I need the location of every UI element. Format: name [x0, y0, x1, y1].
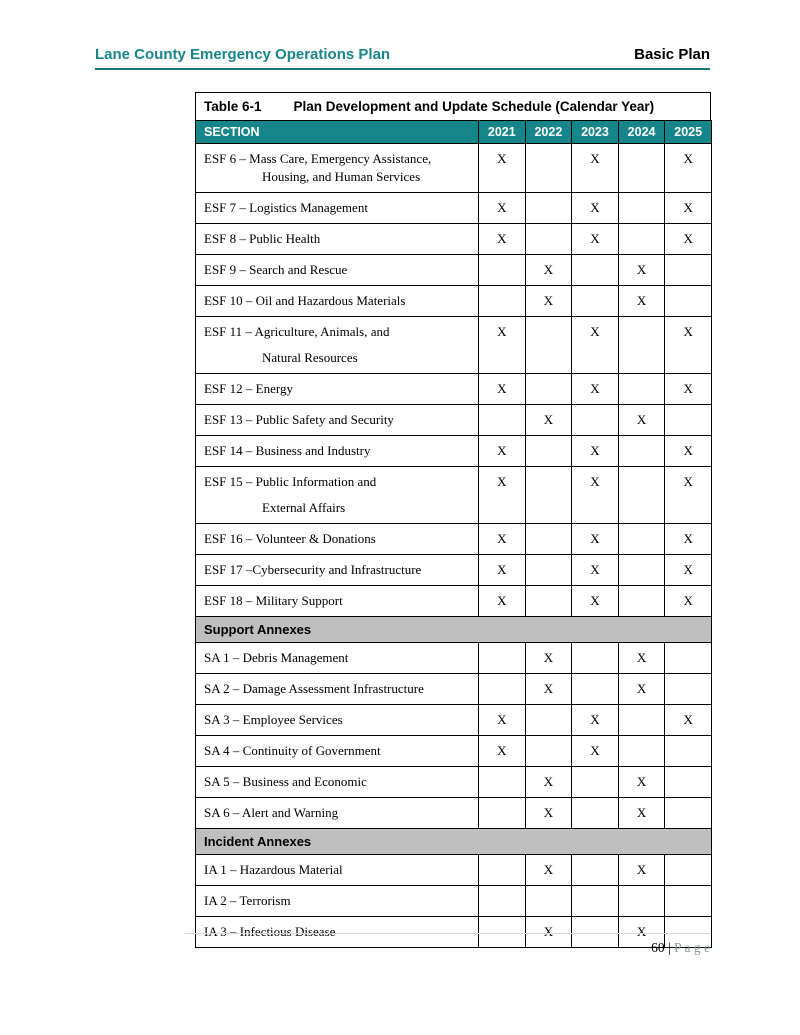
year-mark-cell: [525, 524, 572, 555]
year-mark-cell: [525, 555, 572, 586]
year-mark-cell: [572, 674, 619, 705]
year-mark-cell: X: [665, 224, 712, 255]
column-header-year: 2021: [479, 121, 526, 144]
table-caption: [195, 92, 711, 120]
row-label-cell: [196, 736, 479, 767]
table-row: [196, 144, 712, 193]
row-label-cell: [196, 674, 479, 705]
schedule-table-container: [195, 92, 711, 948]
row-label-cell: [196, 255, 479, 286]
row-label-cell: [196, 705, 479, 736]
year-mark-cell: X: [572, 736, 619, 767]
row-label-cell: [196, 643, 479, 674]
column-header-year: 2023: [572, 121, 619, 144]
year-mark-cell: X: [572, 436, 619, 467]
row-label-cell: [196, 436, 479, 467]
row-label-line: ESF 13 – Public Safety and Security: [204, 412, 394, 427]
row-label-cell: [196, 317, 479, 374]
table-body: [196, 144, 712, 948]
year-mark-cell: [665, 405, 712, 436]
year-mark-cell: X: [479, 224, 526, 255]
row-label-cell: [196, 855, 479, 886]
row-label-line: ESF 17 –Cybersecurity and Infrastructure: [204, 562, 422, 577]
year-mark-cell: [525, 736, 572, 767]
year-mark-cell: [618, 193, 665, 224]
year-mark-cell: [618, 555, 665, 586]
table-row: [196, 255, 712, 286]
row-label-line: ESF 14 – Business and Industry: [204, 443, 371, 458]
row-label-line: ESF 7 – Logistics Management: [204, 200, 368, 215]
table-row: [196, 643, 712, 674]
year-mark-cell: X: [525, 798, 572, 829]
row-label-line: ESF 18 – Military Support: [204, 593, 343, 608]
row-label-cell: [196, 555, 479, 586]
year-mark-cell: X: [479, 144, 526, 193]
row-label-cell: [196, 405, 479, 436]
table-row: [196, 193, 712, 224]
section-header-row: [196, 617, 712, 643]
year-mark-cell: [572, 886, 619, 917]
section-header-label: Support Annexes: [196, 617, 712, 643]
section-header-label: Incident Annexes: [196, 829, 712, 855]
year-mark-cell: [618, 436, 665, 467]
table-caption-label: Table 6-1: [204, 99, 262, 114]
year-mark-cell: X: [618, 286, 665, 317]
year-mark-cell: [618, 886, 665, 917]
year-mark-cell: [618, 144, 665, 193]
year-mark-cell: X: [479, 317, 526, 374]
year-mark-cell: X: [572, 317, 619, 374]
row-label-cell: [196, 224, 479, 255]
row-label-line: ESF 16 – Volunteer & Donations: [204, 531, 376, 546]
year-mark-cell: X: [618, 798, 665, 829]
year-mark-cell: [525, 705, 572, 736]
year-mark-cell: X: [525, 917, 572, 948]
year-mark-cell: X: [618, 405, 665, 436]
row-label-cell: [196, 286, 479, 317]
year-mark-cell: [479, 286, 526, 317]
year-mark-cell: [618, 224, 665, 255]
row-label-cell: [196, 917, 479, 948]
table-header-row: [196, 121, 712, 144]
row-label-cell: [196, 586, 479, 617]
year-mark-cell: X: [665, 374, 712, 405]
table-row: [196, 736, 712, 767]
year-mark-cell: X: [572, 193, 619, 224]
row-label-line-indented: External Affairs: [262, 500, 346, 515]
year-mark-cell: X: [572, 705, 619, 736]
table-row: [196, 917, 712, 948]
row-label-cell: [196, 886, 479, 917]
year-mark-cell: [525, 193, 572, 224]
year-mark-cell: [479, 674, 526, 705]
year-mark-cell: X: [572, 524, 619, 555]
plan-section-title: Basic Plan: [634, 46, 710, 63]
year-mark-cell: [479, 886, 526, 917]
row-label-line: SA 3 – Employee Services: [204, 712, 343, 727]
section-header-row: [196, 829, 712, 855]
year-mark-cell: X: [572, 467, 619, 524]
year-mark-cell: X: [572, 555, 619, 586]
year-mark-cell: [665, 255, 712, 286]
year-mark-cell: X: [665, 524, 712, 555]
year-mark-cell: X: [618, 643, 665, 674]
year-mark-cell: [618, 317, 665, 374]
year-mark-cell: X: [572, 224, 619, 255]
year-mark-cell: [572, 767, 619, 798]
page-number-word: P a g e: [674, 940, 710, 955]
year-mark-cell: [618, 736, 665, 767]
year-mark-cell: [525, 224, 572, 255]
table-row: [196, 586, 712, 617]
year-mark-cell: [665, 798, 712, 829]
table-row: [196, 374, 712, 405]
year-mark-cell: X: [479, 374, 526, 405]
row-label-line: ESF 10 – Oil and Hazardous Materials: [204, 293, 406, 308]
year-mark-cell: [572, 798, 619, 829]
row-label-line: IA 1 – Hazardous Material: [204, 862, 343, 877]
year-mark-cell: [665, 855, 712, 886]
year-mark-cell: [479, 405, 526, 436]
column-header-section: SECTION: [196, 121, 479, 144]
year-mark-cell: X: [572, 586, 619, 617]
year-mark-cell: X: [479, 555, 526, 586]
year-mark-cell: X: [525, 286, 572, 317]
row-label-line: SA 5 – Business and Economic: [204, 774, 367, 789]
row-label-line: ESF 15 – Public Information and: [204, 474, 377, 489]
row-label-cell: [196, 193, 479, 224]
year-mark-cell: X: [665, 436, 712, 467]
table-row: [196, 524, 712, 555]
year-mark-cell: [572, 255, 619, 286]
year-mark-cell: X: [665, 555, 712, 586]
table-row: [196, 286, 712, 317]
year-mark-cell: [572, 405, 619, 436]
year-mark-cell: [479, 643, 526, 674]
year-mark-cell: [618, 586, 665, 617]
year-mark-cell: [525, 374, 572, 405]
row-label-line: ESF 6 – Mass Care, Emergency Assistance,: [204, 151, 432, 166]
year-mark-cell: [525, 317, 572, 374]
table-row: [196, 224, 712, 255]
year-mark-cell: [572, 917, 619, 948]
row-label-line: ESF 9 – Search and Rescue: [204, 262, 348, 277]
row-label-line: SA 6 – Alert and Warning: [204, 805, 339, 820]
year-mark-cell: X: [479, 436, 526, 467]
footer-divider: [185, 933, 710, 934]
year-mark-cell: [665, 643, 712, 674]
row-label-cell: [196, 467, 479, 524]
table-row: [196, 405, 712, 436]
row-label-line: IA 3 – Infectious Disease: [204, 924, 336, 939]
year-mark-cell: [665, 674, 712, 705]
year-mark-cell: X: [618, 855, 665, 886]
table-caption-text: Plan Development and Update Schedule (Calendar Year): [293, 99, 655, 114]
year-mark-cell: X: [525, 255, 572, 286]
row-label-cell: [196, 767, 479, 798]
year-mark-cell: [618, 524, 665, 555]
table-row: [196, 467, 712, 524]
row-label-line: ESF 8 – Public Health: [204, 231, 321, 246]
row-label-cell: [196, 798, 479, 829]
year-mark-cell: [525, 467, 572, 524]
year-mark-cell: X: [479, 524, 526, 555]
year-mark-cell: [572, 286, 619, 317]
year-mark-cell: X: [525, 405, 572, 436]
year-mark-cell: X: [665, 705, 712, 736]
year-mark-cell: [572, 855, 619, 886]
row-label-line: ESF 11 – Agriculture, Animals, and: [204, 324, 390, 339]
year-mark-cell: [525, 436, 572, 467]
page-number-value: 60 |: [651, 940, 675, 955]
row-label-line: IA 2 – Terrorism: [204, 893, 291, 908]
year-mark-cell: [665, 736, 712, 767]
year-mark-cell: [479, 798, 526, 829]
year-mark-cell: X: [479, 736, 526, 767]
year-mark-cell: [665, 286, 712, 317]
table-row: [196, 886, 712, 917]
row-label-line: SA 4 – Continuity of Government: [204, 743, 381, 758]
row-label-line: ESF 12 – Energy: [204, 381, 293, 396]
year-mark-cell: [665, 886, 712, 917]
year-mark-cell: [479, 767, 526, 798]
year-mark-cell: X: [479, 705, 526, 736]
row-label-cell: [196, 524, 479, 555]
year-mark-cell: [479, 255, 526, 286]
year-mark-cell: X: [665, 144, 712, 193]
table-row: [196, 317, 712, 374]
document-title: Lane County Emergency Operations Plan: [95, 46, 391, 63]
year-mark-cell: [618, 705, 665, 736]
row-label-line: SA 2 – Damage Assessment Infrastructure: [204, 681, 424, 696]
table-row: [196, 555, 712, 586]
year-mark-cell: X: [665, 317, 712, 374]
year-mark-cell: X: [618, 674, 665, 705]
year-mark-cell: X: [572, 374, 619, 405]
page-header: [95, 46, 710, 70]
table-row: [196, 436, 712, 467]
column-header-year: 2025: [665, 121, 712, 144]
year-mark-cell: X: [665, 586, 712, 617]
year-mark-cell: [665, 767, 712, 798]
table-row: [196, 855, 712, 886]
row-label-line: SA 1 – Debris Management: [204, 650, 349, 665]
year-mark-cell: [479, 917, 526, 948]
page-number: [651, 940, 710, 956]
year-mark-cell: [618, 374, 665, 405]
column-header-year: 2024: [618, 121, 665, 144]
year-mark-cell: [525, 144, 572, 193]
year-mark-cell: X: [618, 767, 665, 798]
year-mark-cell: X: [479, 193, 526, 224]
table-head: [196, 121, 712, 144]
column-header-year: 2022: [525, 121, 572, 144]
year-mark-cell: X: [572, 144, 619, 193]
year-mark-cell: [618, 467, 665, 524]
year-mark-cell: [479, 855, 526, 886]
schedule-table: [195, 120, 712, 948]
year-mark-cell: X: [665, 467, 712, 524]
row-label-line-indented: Natural Resources: [262, 350, 358, 365]
year-mark-cell: X: [525, 674, 572, 705]
year-mark-cell: X: [618, 255, 665, 286]
year-mark-cell: X: [525, 855, 572, 886]
year-mark-cell: [572, 643, 619, 674]
table-row: [196, 674, 712, 705]
row-label-line-indented: Housing, and Human Services: [262, 169, 421, 184]
row-label-cell: [196, 374, 479, 405]
table-row: [196, 767, 712, 798]
year-mark-cell: [525, 886, 572, 917]
year-mark-cell: X: [618, 917, 665, 948]
year-mark-cell: [525, 586, 572, 617]
row-label-cell: [196, 144, 479, 193]
year-mark-cell: X: [525, 767, 572, 798]
year-mark-cell: X: [665, 193, 712, 224]
table-row: [196, 705, 712, 736]
year-mark-cell: X: [479, 467, 526, 524]
table-row: [196, 798, 712, 829]
year-mark-cell: X: [525, 643, 572, 674]
year-mark-cell: X: [479, 586, 526, 617]
